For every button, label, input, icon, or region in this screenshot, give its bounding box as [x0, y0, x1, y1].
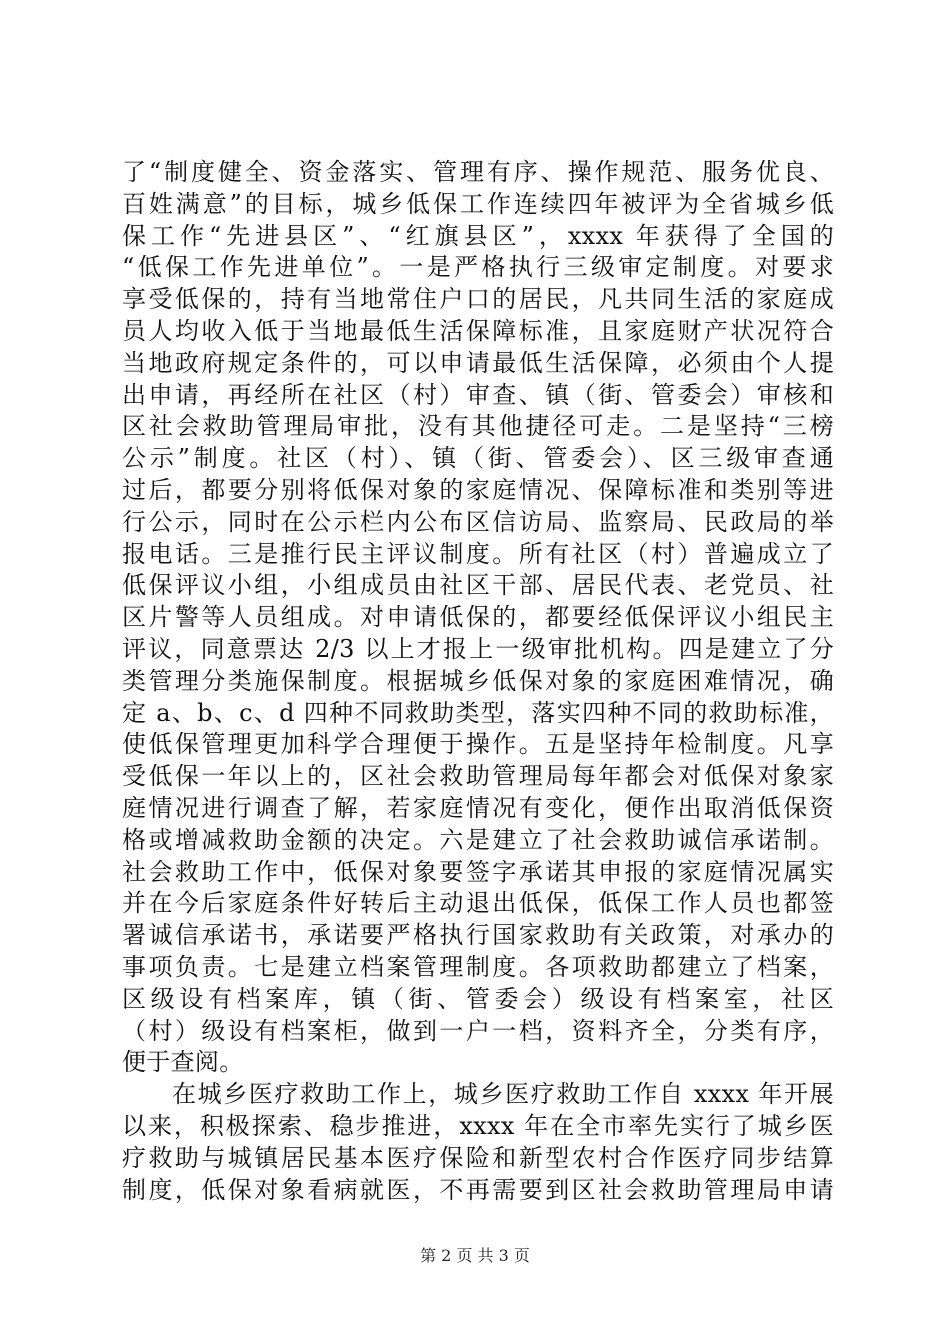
document-body	[122, 157, 834, 1206]
page-footer: 第 2 页 共 3 页	[420, 1246, 530, 1265]
text-line: 了“制度健全、资金落实、管理有序、操作规范、服务优良、	[122, 158, 834, 186]
text-line: （村）级设有档案柜，做到一户一档，资料齐全，分类有序，	[122, 1016, 834, 1045]
text-line: 区级设有档案库，镇（街、管委会）级设有档案室，社区	[122, 984, 834, 1013]
text-line: 疗救助与城镇居民基本医疗保险和新型农村合作医疗同步结算	[122, 1143, 834, 1172]
text-line: 事项负责。七是建立档案管理制度。各项救助都建立了档案，	[122, 952, 834, 981]
text-line: 行公示，同时在公示栏内公布区信访局、监察局、民政局的举	[122, 507, 834, 536]
text-line: 区片警等人员组成。对申请低保的，都要经低保评议小组民主	[122, 603, 834, 632]
text-line: 享受低保的，持有当地常住户口的居民，凡共同生活的家庭成	[122, 285, 834, 314]
text-line: 员人均收入低于当地最低生活保障标准，且家庭财产状况符合	[122, 316, 834, 345]
text-line: 保工作“先进县区”、“红旗县区”，xxxx 年获得了全国的	[122, 221, 834, 250]
text-line: 庭情况进行调查了解，若家庭情况有变化，便作出取消低保资	[122, 793, 834, 822]
paragraph-first-line: 在城乡医疗救助工作上，城乡医疗救助工作自 xxxx 年开展	[172, 1080, 834, 1109]
text-line: 报电话。三是推行民主评议制度。所有社区（村）普遍成立了	[122, 539, 834, 568]
text-line: “低保工作先进单位”。一是严格执行三级审定制度。对要求	[122, 253, 834, 282]
text-line: 并在今后家庭条件好转后主动退出低保，低保工作人员也都签	[122, 889, 834, 918]
text-line: 公示”制度。社区（村）、镇（街、管委会）、区三级审查通	[122, 444, 834, 473]
text-line: 区社会救助管理局审批，没有其他捷径可走。二是坚持“三榜	[122, 412, 834, 441]
text-line: 社会救助工作中，低保对象要签字承诺其申报的家庭情况属实	[122, 857, 834, 886]
text-line: 评议，同意票达 2/3 以上才报上一级审批机构。四是建立了分	[122, 634, 834, 663]
text-line: 出申请，再经所在社区（村）审查、镇（街、管委会）审核和	[122, 380, 834, 409]
text-line: 低保评议小组，小组成员由社区干部、居民代表、老党员、社	[122, 571, 834, 600]
text-line: 类管理分类施保制度。根据城乡低保对象的家庭困难情况，确	[122, 666, 834, 695]
text-line: 使低保管理更加科学合理便于操作。五是坚持年检制度。凡享	[122, 730, 834, 759]
text-line: 百姓满意”的目标，城乡低保工作连续四年被评为全省城乡低	[122, 189, 834, 218]
text-line: 当地政府规定条件的，可以申请最低生活保障，必须由个人提	[122, 348, 834, 377]
text-line: 定 a、b、c、d 四种不同救助类型，落实四种不同的救助标准，	[122, 698, 834, 727]
text-line: 格或增减救助金额的决定。六是建立了社会救助诚信承诺制。	[122, 825, 834, 854]
text-line: 受低保一年以上的，区社会救助管理局每年都会对低保对象家	[122, 762, 834, 791]
text-line: 以来，积极探索、稳步推进，xxxx 年在全市率先实行了城乡医	[122, 1111, 834, 1140]
text-line: 过后，都要分别将低保对象的家庭情况、保障标准和类别等进	[122, 475, 834, 504]
text-line: 制度，低保对象看病就医，不再需要到区社会救助管理局申请	[122, 1175, 834, 1204]
text-line: 便于查阅。	[122, 1048, 244, 1077]
text-line: 署诚信承诺书，承诺要严格执行国家救助有关政策，对承办的	[122, 921, 834, 950]
